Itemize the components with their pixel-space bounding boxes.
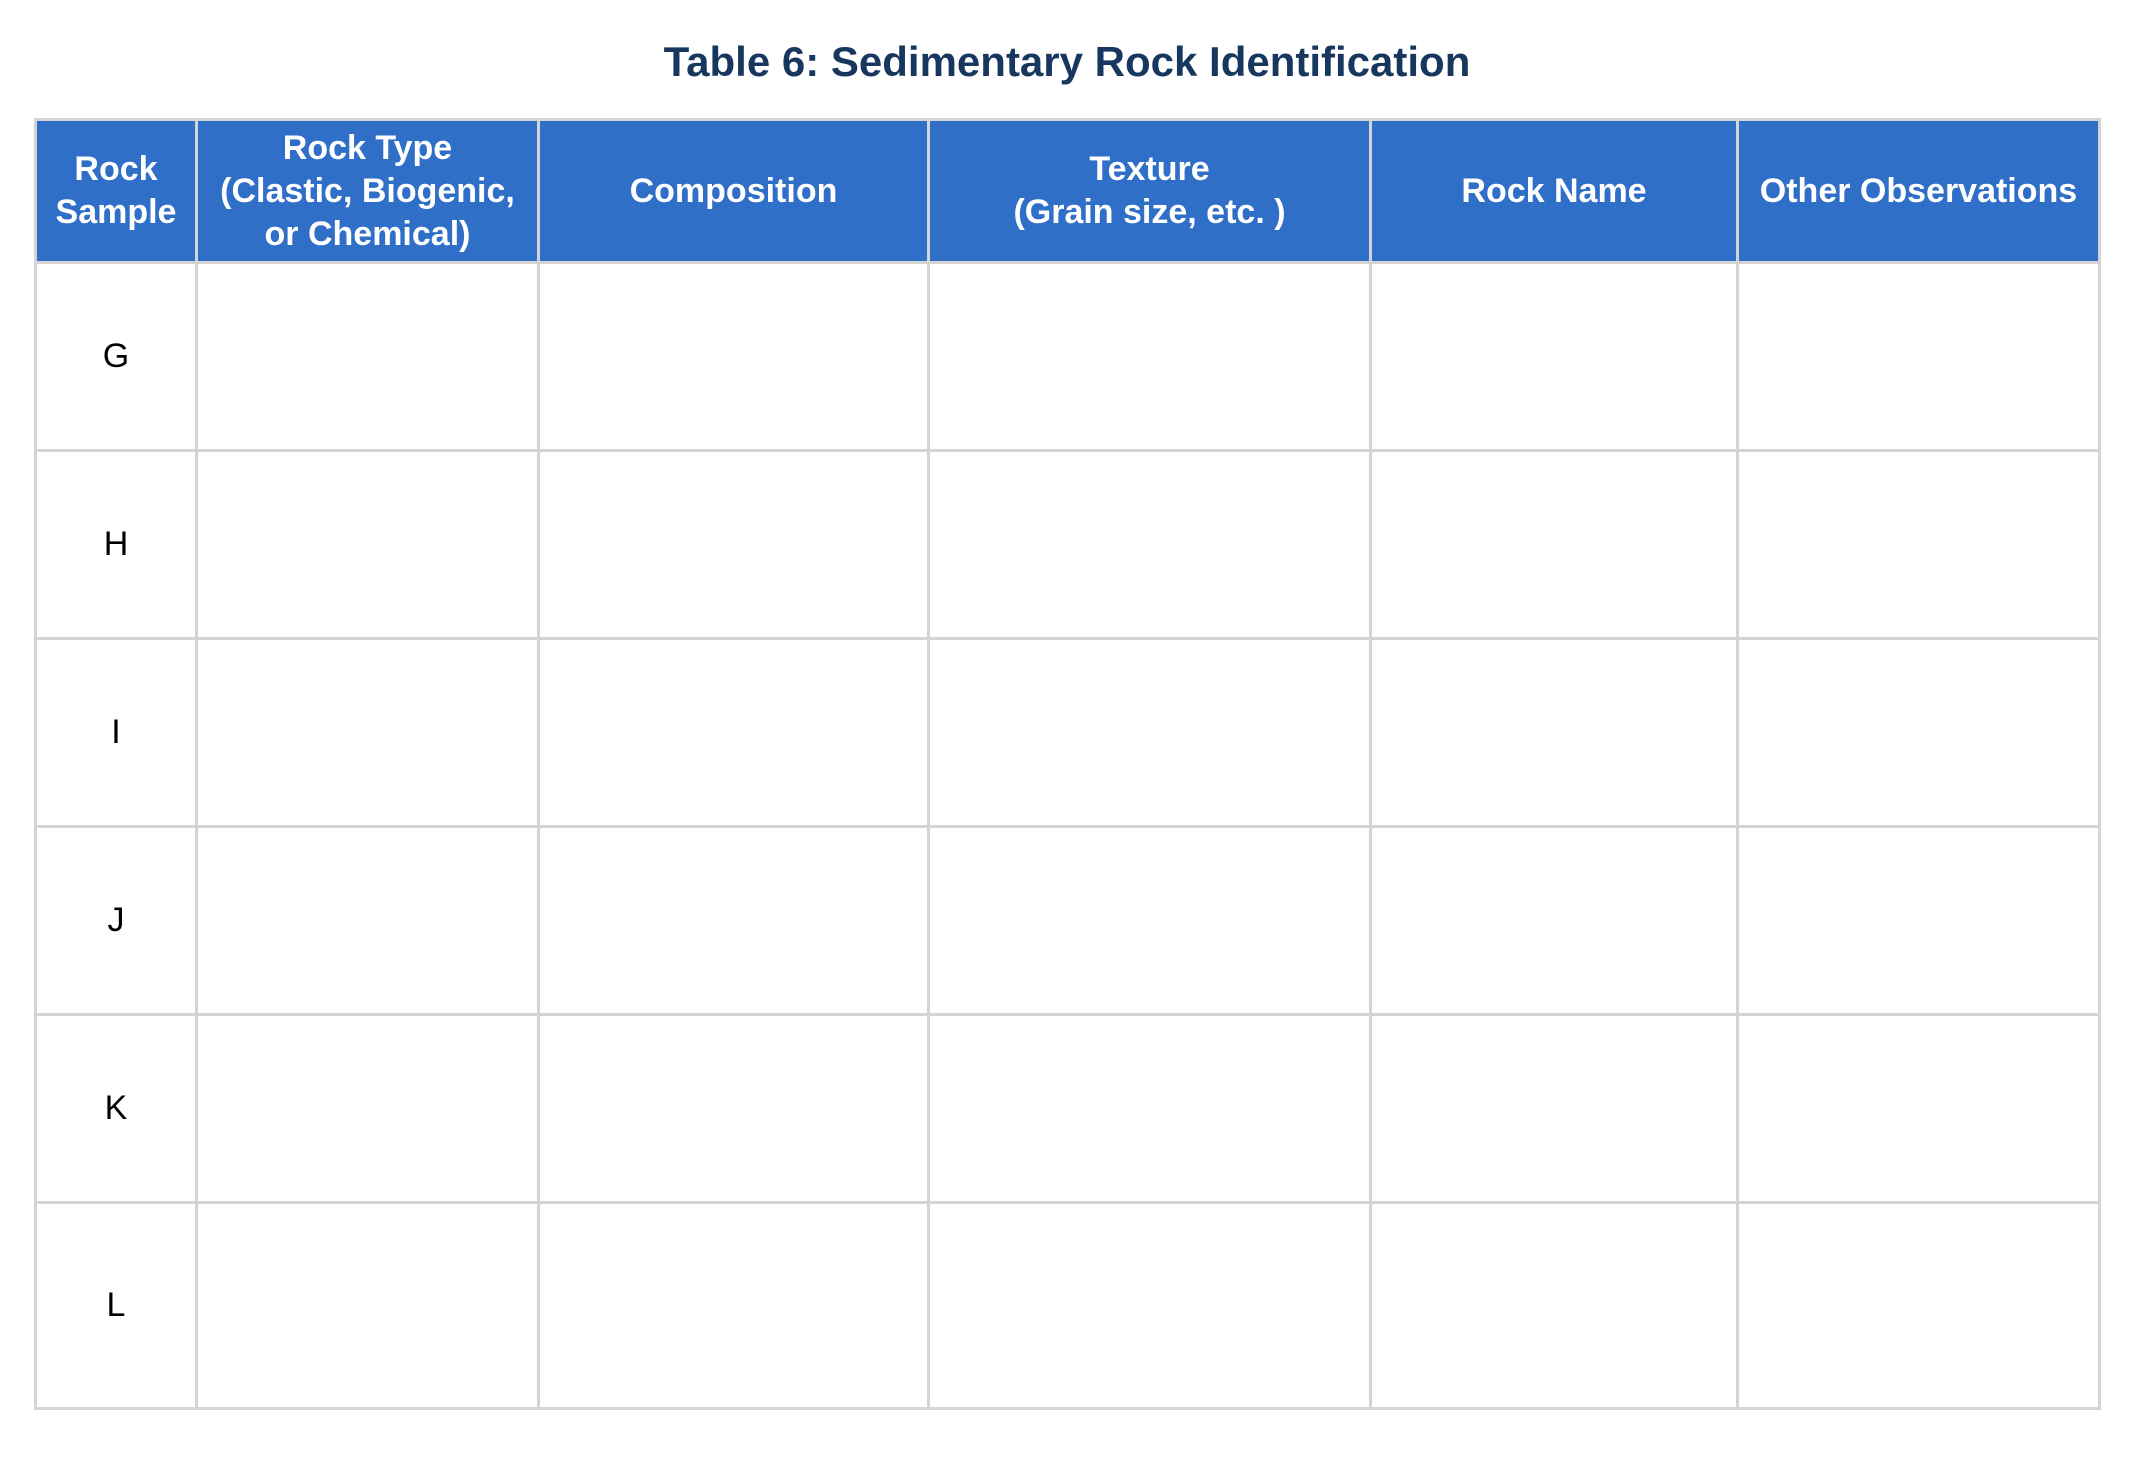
rock-name-cell[interactable] [1371,827,1738,1015]
header-rock-name [1371,120,1738,263]
rock-type-cell[interactable] [197,639,539,827]
other-observations-cell[interactable] [1738,451,2100,639]
header-line: Rock Type [282,128,453,167]
composition-cell[interactable] [539,263,929,451]
header-rock-sample [36,120,197,263]
header-line: Composition [629,171,838,210]
composition-cell[interactable] [539,1015,929,1203]
rock-type-cell[interactable] [197,827,539,1015]
header-line: Rock Name [1461,171,1647,210]
rock-name-cell[interactable] [1371,639,1738,827]
texture-cell[interactable] [929,639,1371,827]
rock-type-cell[interactable] [197,263,539,451]
texture-cell[interactable] [929,451,1371,639]
header-line: Sample [55,193,177,231]
other-observations-cell[interactable] [1738,263,2100,451]
composition-cell[interactable] [539,639,929,827]
header-line: Other Observations [1759,171,2078,210]
other-observations-cell[interactable] [1738,1015,2100,1203]
header-rock-type [197,120,539,263]
header-texture [929,120,1371,263]
rock-name-cell[interactable] [1371,451,1738,639]
table-row [36,1015,2100,1203]
rock-sample-cell: I [36,639,197,827]
header-line: (Grain size, etc. ) [1013,193,1286,231]
rock-type-cell[interactable] [197,1203,539,1409]
header-composition [539,120,929,263]
header-other-observations [1738,120,2100,263]
other-observations-cell[interactable] [1738,639,2100,827]
other-observations-cell[interactable] [1738,827,2100,1015]
table-row [36,827,2100,1015]
composition-cell[interactable] [539,451,929,639]
table-title: Table 6: Sedimentary Rock Identification [663,38,1471,85]
header-line: (Clastic, Biogenic, [220,171,515,210]
texture-cell[interactable] [929,827,1371,1015]
header-line: Texture [1089,150,1210,188]
rock-sample-cell: G [36,263,197,451]
rock-sample-cell: J [36,827,197,1015]
table-row [36,1203,2100,1409]
rock-name-cell[interactable] [1371,1015,1738,1203]
header-line: or Chemical) [264,214,471,253]
rock-sample-cell: L [36,1203,197,1409]
texture-cell[interactable] [929,263,1371,451]
table-row [36,451,2100,639]
composition-cell[interactable] [539,1203,929,1409]
rock-type-cell[interactable] [197,1015,539,1203]
rock-sample-cell: H [36,451,197,639]
rock-name-cell[interactable] [1371,263,1738,451]
rock-sample-cell: K [36,1015,197,1203]
other-observations-cell[interactable] [1738,1203,2100,1409]
table-row [36,639,2100,827]
rock-identification-table [34,118,2101,1410]
texture-cell[interactable] [929,1015,1371,1203]
rock-name-cell[interactable] [1371,1203,1738,1409]
texture-cell[interactable] [929,1203,1371,1409]
header-line: Rock [74,150,158,188]
table-row [36,263,2100,451]
header-row [36,120,2100,263]
rock-type-cell[interactable] [197,451,539,639]
composition-cell[interactable] [539,827,929,1015]
